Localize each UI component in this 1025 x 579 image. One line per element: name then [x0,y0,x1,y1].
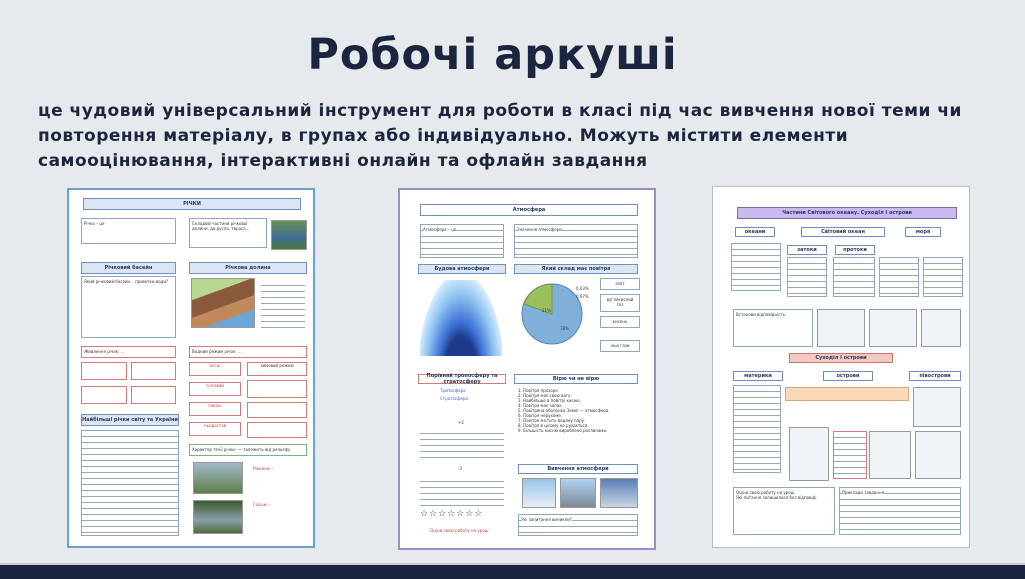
regime-cell [247,380,307,398]
feeding-cell [81,386,127,404]
basin-text: Який річковий басейн... примітки води? [84,279,169,284]
regime-cell [247,402,307,418]
valley-diagram [191,278,255,328]
feeding-cell [131,362,176,380]
worksheet-atmosphere-header: Атмосфера [420,204,638,216]
rate-label: Оціни свою роботу на уроці [430,528,489,533]
statement-list [518,388,638,433]
map-thumbnail [869,309,917,347]
island-map [913,387,961,427]
regime-cell-flood: повінь [189,402,241,416]
valley-lines [261,280,305,330]
longest-rivers-header: Найбільші річки світу та України [81,414,179,426]
plain-river-photo [193,462,243,494]
ocean-box [879,257,919,297]
feeding-cell [81,362,127,380]
worksheet-ocean-header: Частини Світового океану. Суходіл і острови [737,207,957,219]
map-thumbnail [817,309,865,347]
composition-header: Який склад має повітря [514,264,638,274]
gas-cell: інші гази [600,340,640,352]
ocean-box [787,257,827,297]
compare-plus-lines [420,428,504,458]
true-false-header: Вірю чи не вірю [514,374,638,384]
minus-label: -3 [458,466,462,471]
statement-item: 9. Більшість кисню вироблено рослинами. [518,428,608,433]
part-node: затоки [787,245,827,255]
river-definition-label: Річка – це [84,221,105,226]
regime-cell-winter: зимовий режим [247,362,307,376]
statement-item: 7. Повітря містить водяну пару. [518,418,586,423]
troposphere-label: Тропосфера [440,388,466,393]
ocean-box [833,257,875,297]
pct-label: 78% [560,326,569,331]
gas-cell: вуглекислий газ [600,294,640,312]
study-photo [522,478,556,508]
regime-cell-ice: льодостав [189,422,241,436]
atmosphere-definition: Атмосфера – це [420,224,504,258]
regime-cell-snow: сніговий [189,382,241,396]
regime-heading: Водний режим річок: ... [189,346,307,358]
stratosphere-label: Стратосфера [440,396,468,401]
islands-table [785,387,909,401]
part-node: моря [905,227,941,237]
mountain-label: Гірські – [253,502,271,507]
basin-box [81,276,176,338]
islands-box [733,385,781,473]
river-parts-text: Складові частини річкової долини, до русла, тераса... [192,221,250,231]
statement-item: 6. Повітря нерухоме. [518,413,563,418]
plus-label: +2 [458,420,464,425]
part-node: океани [735,227,775,237]
world-ocean-node: Світовий океан [801,227,885,237]
map-thumbnail [921,309,961,347]
island-map [789,427,829,481]
feeding-cell [131,386,176,404]
plain-label: Рівнинні – [253,466,274,471]
river-definition-box [81,218,176,244]
statement-item: 8. Повітря в цілому не рухається. [518,423,589,428]
basin-header: Річковий басейн [81,262,176,274]
atmosphere-layers-diagram [420,280,502,356]
ocean-box [731,243,781,291]
compare-minus-lines [420,476,504,506]
structure-header: Будова атмосфери [418,264,506,274]
worksheet-atmosphere [398,188,656,550]
part-node: протоки [835,245,875,255]
compare-layers-header: Порівняй тропосферу та стратосферу [418,374,506,384]
island-type-node: материки [733,371,783,381]
slide-subtitle: це чудовий універсальний інструмент для роботи в класі під час вивчення нової теми чи повторення матеріалу, в групах або індивідуально. Можуть містити елементи самооцінювання, інтерактивні онлайн та офлайн завдання [38,101,962,171]
regime-cell [247,422,307,438]
pct-label: 21% [542,308,551,313]
statement-item: 5. Повітряна оболонка Землі — атмосфера. [518,408,610,413]
study-photo [600,478,638,508]
statement-item: 2. Повітря має свою вагу. [518,393,572,398]
valley-header: Річкова долина [189,262,307,274]
feeding-heading: Живлення річок: ... [81,346,176,358]
slide-title: Робочі аркуші [307,30,678,80]
selfrate-box: Оціни свою роботу на уроці Які питання залишилися без відповіді [733,487,835,535]
study-photo [560,478,596,508]
statement-item: 4. Повітря має запах. [518,403,563,408]
island-type-node: півострови [909,371,961,381]
worksheet-rivers [67,188,315,548]
pct-label: 0,97% [576,294,589,299]
compare-box: Встанови відповідність [733,309,813,347]
task-box: Приклади завдання [839,487,961,535]
river-photo [271,220,307,250]
worksheet-rivers-header: РІЧКИ [83,198,301,210]
atmosphere-meaning: Значення атмосфери [514,224,638,258]
rating-stars[interactable]: ☆☆☆☆☆☆☆ [420,509,484,519]
island-type-node: острови [823,371,873,381]
mountain-river-photo [193,500,243,534]
study-header: Вивчення атмосфери [518,464,638,474]
gas-cell: кисень [600,316,640,328]
longest-rivers-box [81,430,179,536]
islands-text [833,431,867,479]
river-parts-box [189,218,267,248]
islands-header: Суходіл і острови [789,353,893,363]
statement-item: 1. Повітря прозоре. [518,388,560,393]
regime-cell-autumn: осінь [189,362,241,376]
flow-heading: Характер течії річки ---- залежить від рельєфу [189,444,307,456]
gas-cell: азот [600,278,640,290]
island-map [915,431,961,479]
ocean-box [923,257,963,297]
question-box: Які запитання виникли? [518,514,638,536]
statement-item: 3. Найбільше в повітрі кисню. [518,398,581,403]
footer-bar [0,565,1025,579]
island-map [869,431,911,479]
pct-label: 0,03% [576,286,589,291]
worksheet-ocean [712,186,970,548]
